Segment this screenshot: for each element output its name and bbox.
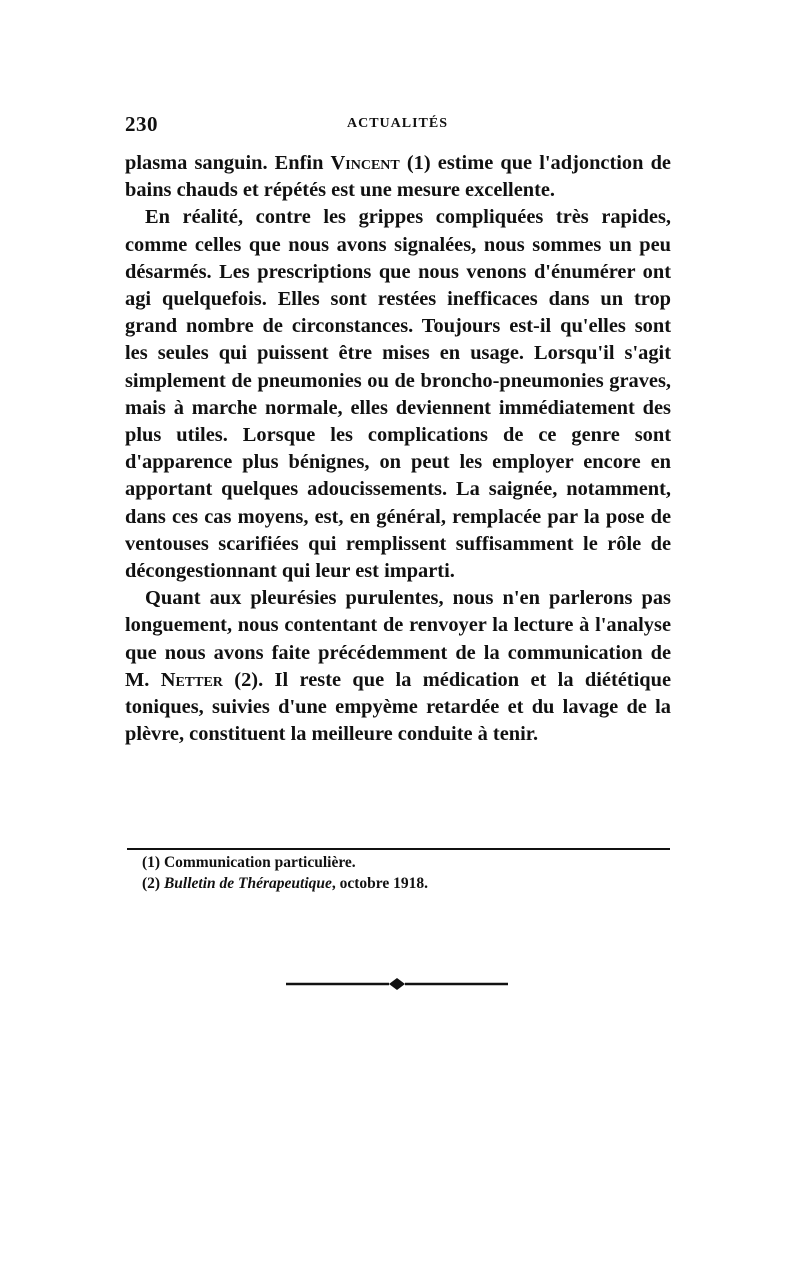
body-text (125, 150, 671, 748)
author-name-netter: Netter (160, 668, 223, 691)
footnotes (142, 852, 662, 894)
ornament-diamond (389, 978, 405, 990)
paragraph-3 (125, 585, 671, 748)
footnote-2 (142, 873, 662, 894)
page-number: 230 (125, 112, 158, 136)
end-ornament-divider (286, 976, 508, 992)
author-name-vincent: Vincent (330, 152, 400, 174)
paragraph-1 (125, 150, 671, 204)
footnote-1 (142, 852, 662, 873)
paragraph-3-text-before: Quant aux pleurésies purulentes, nous n'en parlerons pas longuement, nous contentant de renvoyer la lecture à l'analyse que nous avons faite précédemment de la communication de M. (125, 587, 671, 691)
paragraph-1-text-before: plasma sanguin. Enfin (125, 152, 331, 174)
running-title: ACTUALITÉS (346, 116, 449, 131)
paragraph-3-text-after: (2). Il reste que la médication et la diététique toniques, suivies d'une empyème retardée et du lavage de la plèvre, constituent la meilleure conduite à tenir. (125, 668, 671, 746)
footnote-2-journal-title: Bulletin de Thérapeutique (163, 875, 332, 892)
footnote-1-text: Communication particulière. (163, 854, 356, 871)
footnote-rule (127, 848, 670, 850)
paragraph-1-text-after: (1) estime que l'adjonction de bains chauds et répétés est une mesure excellente. (125, 152, 671, 202)
footnote-2-marker: (2) (142, 875, 161, 892)
page-header (125, 112, 670, 140)
footnote-2-text: , octobre 1918. (331, 875, 429, 892)
footnote-1-marker: (1) (142, 854, 161, 871)
paragraph-2: En réalité, contre les grippes compliquées très rapides, comme celles que nous avons signalées, nous sommes un peu désarmés. Les prescriptions que nous venons d'énumérer ont agi quelquefois. Elles sont restées inefficaces dans un trop grand nombre de circonstances. Toujours est-il qu'elles sont les seules qui puissent être mises en usage. Lorsqu'il s'agit simplement de pneumonies ou de broncho-pneumonies graves, mais à marche normale, elles deviennent immédiatement des plus utiles. Lorsque les complications de ce genre sont d'apparence plus bénignes, on peut les employer encore en apportant quelques adoucissements. La saignée, notamment, dans ces cas moyens, est, en général, remplacée par la pose de ventouses scarifiées qui remplissent suffisamment le rôle de décongestionnant qui leur est imparti. (125, 206, 671, 583)
